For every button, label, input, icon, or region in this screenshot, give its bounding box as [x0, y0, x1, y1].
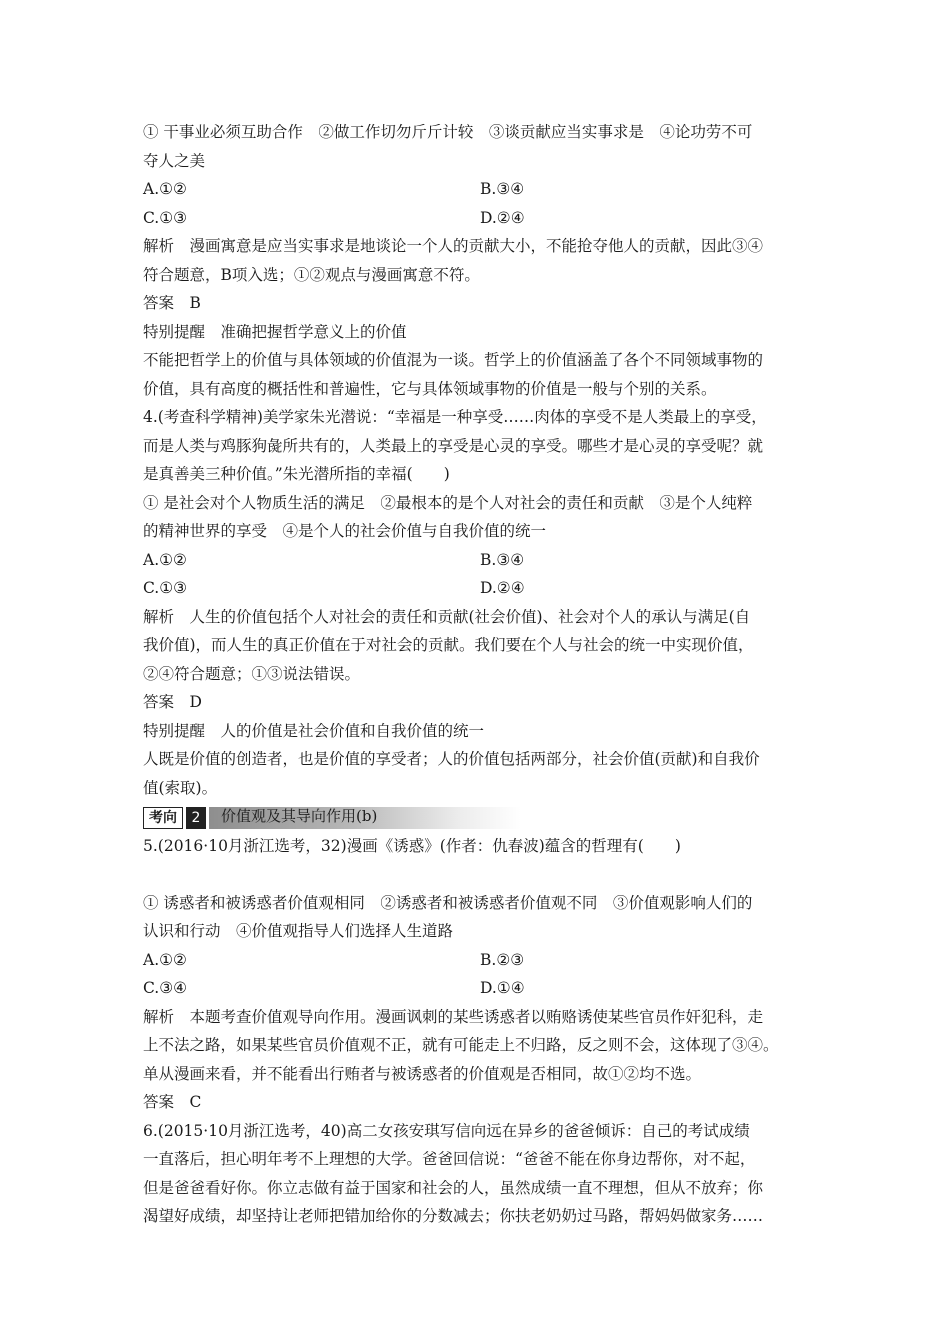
spacer: [143, 861, 813, 889]
question-line: 是真善美三种价值。”朱光潜所指的幸福( ): [143, 465, 450, 483]
tip-line: 人既是价值的创造者，也是价值的享受者；人的价值包括两部分，社会价值(贡献)和自我价: [143, 750, 760, 768]
option-d: D.①④: [480, 979, 525, 997]
choices-line: ① 诱惑者和被诱惑者价值观相同 ②诱惑者和被诱惑者价值观不同 ③价值观影响人们的: [143, 893, 753, 912]
question-line: 5.(2016·10月浙江选考，32)漫画《诱惑》(作者：仇春波)蕴含的哲理有( ): [143, 837, 681, 855]
options-row: [143, 946, 813, 975]
options-row: [143, 546, 813, 575]
analysis-line: 解析 漫画寓意是应当实事求是地谈论一个人的贡献大小，不能抢夺他人的贡献，因此③④: [143, 237, 764, 255]
analysis-line: 我价值)，而人生的真正价值在于对社会的贡献。我们要在个人与社会的统一中实现价值，: [143, 636, 754, 654]
question-line: 而是人类与鸡豚狗彘所共有的，人类最上的享受是心灵的享受。哪些才是心灵的享受呢？就: [143, 436, 764, 455]
tip-heading: 特别提醒 人的价值是社会价值和自我价值的统一: [143, 721, 485, 740]
section-badge: [143, 806, 813, 830]
option-b: B.③④: [480, 550, 525, 569]
text-line: 夺人之美: [143, 151, 206, 170]
question-line: 4.(考查科学精神)美学家朱光潜说：“幸福是一种享受……肉体的享受不是人类最上的享受，: [143, 408, 767, 426]
answer-line: 答案 B: [143, 294, 201, 312]
analysis-line: ②④符合题意；①③说法错误。: [143, 664, 361, 683]
choices-line: 的精神世界的享受 ④是个人的社会价值与自我价值的统一: [143, 522, 547, 540]
choices-line: ① 是社会对个人物质生活的满足 ②最根本的是个人对社会的责任和贡献 ③是个人纯粹: [143, 493, 753, 512]
question-line: 渴望好成绩，却坚持让老师把错加给你的分数减去；你扶老奶奶过马路，帮妈妈做家务……: [143, 1207, 764, 1225]
option-a: A.①②: [143, 180, 187, 198]
text-line: ① 干事业必须互助合作 ②做工作切勿斤斤计较 ③谈贡献应当实事求是 ④论功劳不可: [143, 123, 753, 141]
options-row: [143, 574, 813, 603]
badge-number: 2: [186, 807, 206, 829]
option-c: C.①③: [143, 579, 188, 597]
option-b: B.②③: [480, 950, 525, 969]
analysis-line: 符合题意，B项入选；①②观点与漫画寓意不符。: [143, 265, 480, 284]
badge-label: 考向: [143, 807, 183, 829]
option-c: C.③④: [143, 979, 188, 997]
analysis-line: 上不法之路，如果某些官员价值观不正，就有可能走上不归路，反之则不会，这体现了③④。: [143, 1036, 779, 1054]
tip-line: 值(索取)。: [143, 778, 218, 797]
option-b: B.③④: [480, 180, 525, 198]
question-line: 6.(2015·10月浙江选考，40)高二女孩安琪写信向远在异乡的爸爸倾诉：自己的考试成绩: [143, 1121, 750, 1140]
option-a: A.①②: [143, 950, 187, 969]
badge-title: 价值观及其导向作用(b): [209, 807, 521, 829]
options-row: [143, 974, 813, 1003]
option-a: A.①②: [143, 550, 187, 569]
choices-line: 认识和行动 ④价值观指导人们选择人生道路: [143, 922, 454, 940]
options-row: [143, 204, 813, 233]
analysis-line: 单从漫画来看，并不能看出行贿者与被诱惑者的价值观是否相同，故①②均不选。: [143, 1064, 702, 1083]
tip-line: 不能把哲学上的价值与具体领域的价值混为一谈。哲学上的价值涵盖了各个不同领域事物的: [143, 351, 764, 369]
question-line: 但是爸爸看好你。你立志做有益于国家和社会的人，虽然成绩一直不理想，但从不放弃；你: [143, 1178, 764, 1197]
analysis-line: 解析 人生的价值包括个人对社会的责任和贡献(社会价值)、社会对个人的承认与满足(自: [143, 607, 751, 626]
answer-line: 答案 C: [143, 1093, 202, 1111]
options-row: [143, 175, 813, 204]
option-c: C.①③: [143, 208, 188, 227]
option-d: D.②④: [480, 579, 525, 597]
tip-line: 价值，具有高度的概括性和普遍性，它与具体领域事物的价值是一般与个别的关系。: [143, 379, 717, 398]
question-line: 一直落后，担心明年考不上理想的大学。爸爸回信说：“爸爸不能在你身边帮你，对不起，: [143, 1150, 756, 1168]
tip-heading: 特别提醒 准确把握哲学意义上的价值: [143, 322, 407, 341]
document-page: [143, 118, 813, 1231]
option-d: D.②④: [480, 208, 525, 227]
analysis-line: 解析 本题考查价值观导向作用。漫画讽刺的某些诱惑者以贿赂诱使某些官员作奸犯科，走: [143, 1007, 764, 1026]
answer-line: 答案 D: [143, 693, 202, 711]
